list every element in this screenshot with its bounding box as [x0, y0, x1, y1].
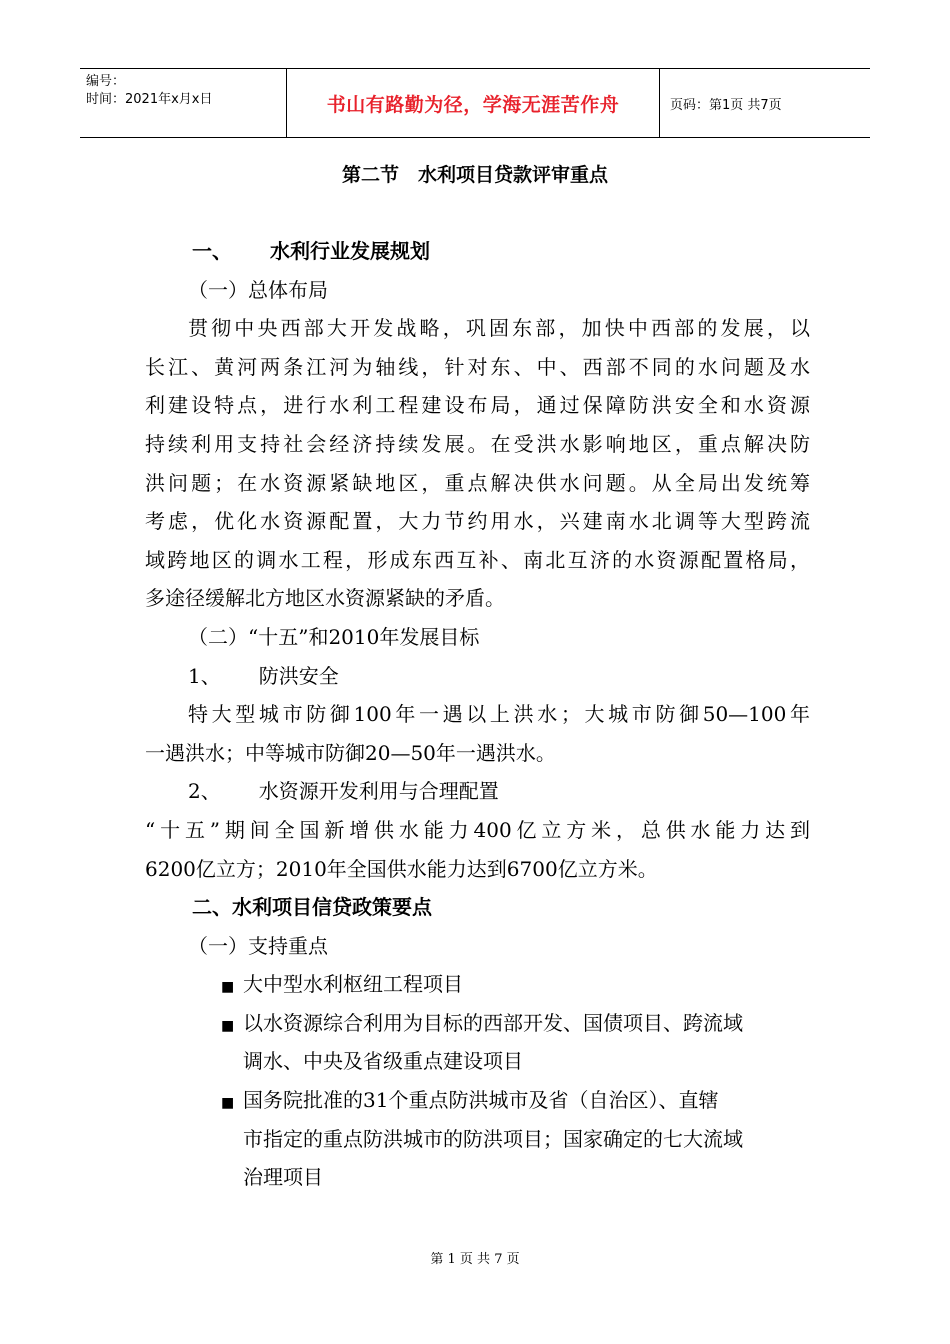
- item-title: 水资源开发利用与合理配置: [258, 779, 499, 804]
- paragraph-line: 考虑，优化水资源配置，大力节约用水，兴建南水北调等大型跨流: [145, 509, 810, 534]
- paragraph-line: 特大型城市防御100年一遇以上洪水；大城市防御50—100年: [188, 702, 810, 727]
- page-title: 第二节 水利项目贷款评审重点: [341, 164, 608, 186]
- section-1-title: 水利行业发展规划: [270, 239, 430, 263]
- paragraph-line: 长江、黄河两条江河为轴线，针对东、中、西部不同的水问题及水: [145, 354, 810, 379]
- document-body: [145, 232, 810, 1197]
- paragraph-line: 持续利用支持社会经济持续发展。在受洪水影响地区，重点解决防: [145, 431, 810, 456]
- bullet-square-icon: ■: [221, 1095, 235, 1112]
- bullet-text-continued: 市指定的重点防洪城市的防洪项目；国家确定的七大流域: [243, 1126, 743, 1151]
- bullet-text-continued: 调水、中央及省级重点建设项目: [243, 1049, 523, 1074]
- item-number: 2、: [188, 779, 221, 804]
- paragraph-line: 洪问题；在水资源紧缺地区，重点解决供水问题。从全局出发统筹: [145, 470, 810, 495]
- bullet-item: [145, 1004, 810, 1043]
- page-footer: 第 1 页 共 7 页: [430, 1252, 520, 1267]
- subheading-overall-layout: （一）总体布局: [188, 277, 328, 302]
- paragraph-line: 6200亿立方；2010年全国供水能力达到6700亿立方米。: [145, 856, 658, 881]
- item-flood-safety: [145, 657, 810, 696]
- paragraph-line: “十五”期间全国新增供水能力400亿立方米，总供水能力达到: [145, 817, 810, 842]
- bullet-item: [145, 1081, 810, 1120]
- bullet-item: [145, 965, 810, 1004]
- item-number: 1、: [188, 663, 221, 688]
- section-2-heading: 二、水利项目信贷政策要点: [192, 895, 432, 920]
- paragraph-line: 利建设特点，进行水利工程建设布局，通过保障防洪安全和水资源: [145, 393, 810, 418]
- number-label: 编号：: [86, 74, 126, 89]
- paragraph-line: 贯彻中央西部大开发战略，巩固东部，加快中西部的发展，以: [188, 316, 810, 341]
- item-title: 防洪安全: [258, 663, 339, 688]
- subheading-support-focus: （一）支持重点: [188, 933, 328, 958]
- section-1-heading: [145, 232, 810, 271]
- header-meta: [80, 69, 286, 137]
- paragraph-line: 多途径缓解北方地区水资源紧缺的矛盾。: [145, 586, 505, 611]
- bullet-square-icon: ■: [221, 1017, 235, 1034]
- bullet-text: 以水资源综合利用为目标的西部开发、国债项目、跨流域: [243, 1010, 743, 1035]
- page-label: 页码：第1页 共7页: [670, 97, 782, 113]
- motto: 书山有路勤为径，学海无涯苦作舟: [286, 69, 660, 137]
- bullet-text-continued: 治理项目: [243, 1165, 323, 1190]
- paragraph-line: 一遇洪水；中等城市防御20—50年一遇洪水。: [145, 740, 556, 765]
- paragraph-line: 域跨地区的调水工程，形成东西互补、南北互济的水资源配置格局，: [145, 547, 810, 572]
- bullet-text: 国务院批准的31个重点防洪城市及省（自治区）、直辖: [243, 1088, 719, 1113]
- bullet-text: 大中型水利枢纽工程项目: [243, 972, 463, 997]
- bullet-square-icon: ■: [221, 979, 235, 996]
- date-label: 时间：2021年x月x日: [86, 92, 213, 107]
- item-water-resources: [145, 772, 810, 811]
- document-header: [80, 68, 870, 138]
- section-1-number: 一、: [192, 239, 232, 263]
- subheading-goals: （二）“十五”和2010年发展目标: [188, 624, 480, 649]
